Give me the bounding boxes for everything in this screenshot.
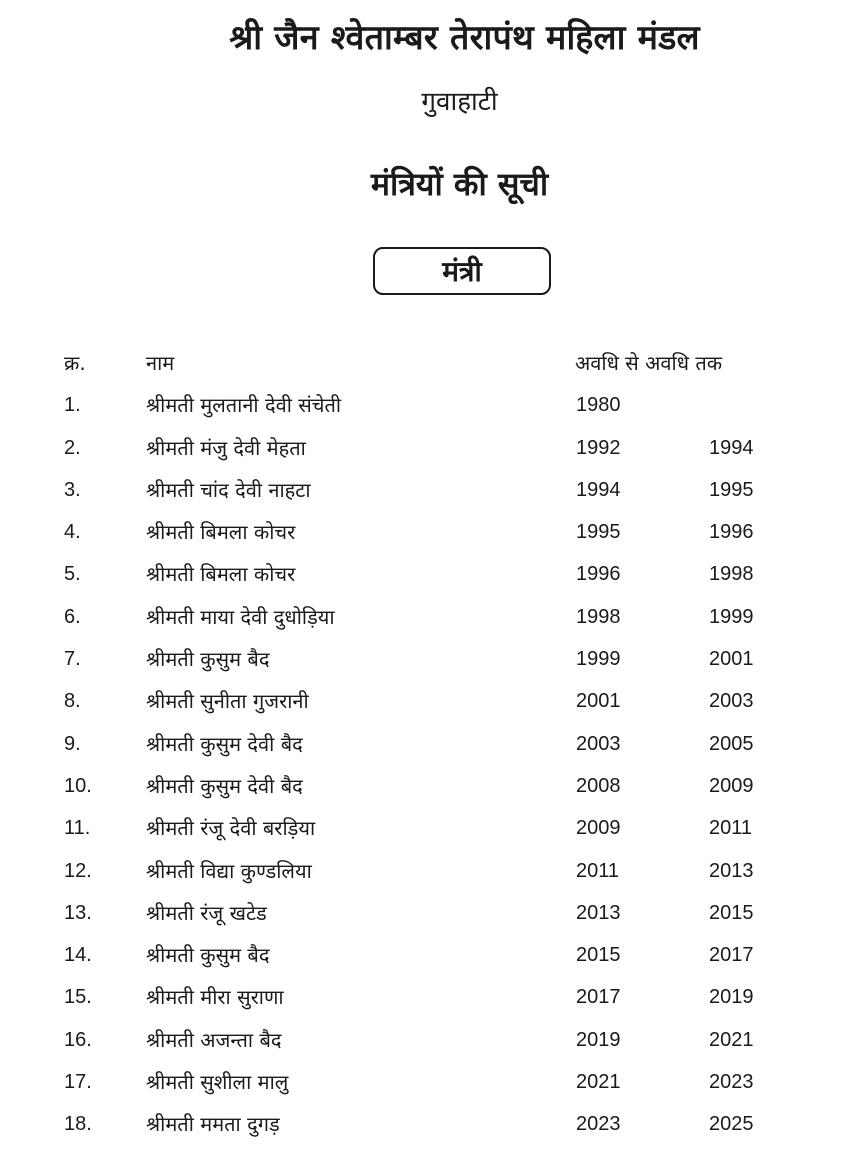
document-title: श्री जैन श्वेताम्बर तेरापंथ महिला मंडल — [229, 18, 700, 58]
period-to: 2015 — [709, 901, 754, 924]
serial-number: 1. — [64, 394, 81, 417]
serial-number: 6. — [64, 605, 81, 628]
table-row — [0, 600, 859, 642]
period-from: 2023 — [576, 1113, 621, 1136]
table-row — [0, 811, 859, 853]
table-row — [0, 896, 859, 938]
header-period: अवधि से अवधि तक — [575, 351, 723, 375]
member-name: श्रीमती कुसुम देवी बैद — [146, 731, 303, 756]
list-title: मंत्रियों की सूची — [370, 165, 549, 203]
table-row — [0, 980, 859, 1022]
serial-number: 3. — [64, 478, 81, 501]
table-row — [0, 684, 859, 726]
serial-number: 7. — [64, 648, 81, 671]
serial-number: 4. — [64, 521, 81, 544]
table-header-row — [0, 346, 859, 388]
period-from: 1999 — [576, 648, 621, 671]
period-from: 1995 — [576, 521, 621, 544]
section-label-box — [373, 247, 551, 295]
member-name: श्रीमती बिमला कोचर — [146, 562, 296, 587]
table-row — [0, 388, 859, 430]
header-name: नाम — [146, 351, 175, 375]
member-name: श्रीमती रंजू खटेड — [146, 900, 267, 925]
period-from: 1992 — [576, 436, 621, 459]
table-row — [0, 938, 859, 980]
period-from: 2019 — [576, 1028, 621, 1051]
member-name: श्रीमती मीरा सुराणा — [146, 985, 284, 1010]
header-serial: क्र. — [64, 351, 86, 375]
section-label: मंत्री — [442, 255, 482, 288]
period-to: 1999 — [709, 605, 754, 628]
period-from: 2017 — [576, 986, 621, 1009]
member-name: श्रीमती कुसुम देवी बैद — [146, 773, 303, 798]
period-to: 2005 — [709, 732, 754, 755]
period-from: 1994 — [576, 478, 621, 501]
serial-number: 2. — [64, 436, 81, 459]
period-to: 2025 — [709, 1113, 754, 1136]
period-to: 2001 — [709, 648, 754, 671]
period-from: 1998 — [576, 605, 621, 628]
member-name: श्रीमती चांद देवी नाहटा — [146, 477, 311, 502]
period-from: 2011 — [576, 859, 620, 882]
period-to: 2011 — [709, 817, 753, 840]
member-name: श्रीमती कुसुम बैद — [146, 647, 270, 672]
period-to: 2017 — [709, 944, 754, 967]
period-to: 1995 — [709, 478, 754, 501]
period-to: 2009 — [709, 774, 754, 797]
period-to: 2019 — [709, 986, 754, 1009]
period-from: 2009 — [576, 817, 621, 840]
period-to: 1996 — [709, 521, 754, 544]
member-name: श्रीमती सुशीला मालु — [146, 1070, 289, 1095]
serial-number: 10. — [64, 774, 92, 797]
period-from: 2001 — [576, 690, 621, 713]
period-to: 2023 — [709, 1071, 754, 1094]
member-name: श्रीमती सुनीता गुजरानी — [146, 689, 309, 714]
period-from: 2008 — [576, 774, 621, 797]
member-name: श्रीमती बिमला कोचर — [146, 520, 296, 545]
table-row — [0, 769, 859, 811]
table-row — [0, 1065, 859, 1107]
period-from: 2013 — [576, 901, 621, 924]
member-name: श्रीमती विद्या कुण्डलिया — [146, 858, 312, 883]
period-to: 2003 — [709, 690, 754, 713]
period-to: 1994 — [709, 436, 754, 459]
serial-number: 15. — [64, 986, 92, 1009]
table-row — [0, 1107, 859, 1149]
period-to: 2013 — [709, 859, 754, 882]
secretaries-table — [0, 346, 859, 1150]
table-row — [0, 854, 859, 896]
member-name: श्रीमती कुसुम बैद — [146, 943, 270, 968]
serial-number: 5. — [64, 563, 81, 586]
table-row — [0, 431, 859, 473]
serial-number: 18. — [64, 1113, 92, 1136]
period-from: 2003 — [576, 732, 621, 755]
period-to: 1998 — [709, 563, 754, 586]
serial-number: 13. — [64, 901, 92, 924]
member-name: श्रीमती अजन्ता बैद — [146, 1027, 282, 1052]
period-from: 1980 — [576, 394, 621, 417]
serial-number: 16. — [64, 1028, 92, 1051]
serial-number: 8. — [64, 690, 81, 713]
serial-number: 14. — [64, 944, 92, 967]
member-name: श्रीमती ममता दुगड़ — [146, 1112, 280, 1137]
member-name: श्रीमती माया देवी दुधोड़िया — [146, 604, 335, 629]
table-row — [0, 473, 859, 515]
period-to: 2021 — [709, 1028, 754, 1051]
serial-number: 9. — [64, 732, 81, 755]
city-subtitle: गुवाहाटी — [421, 87, 498, 117]
member-name: श्रीमती रंजू देवी बरड़िया — [146, 816, 316, 841]
table-row — [0, 515, 859, 557]
table-row — [0, 557, 859, 599]
period-from: 2021 — [576, 1071, 621, 1094]
member-name: श्रीमती मंजु देवी मेहता — [146, 435, 306, 460]
serial-number: 17. — [64, 1071, 92, 1094]
member-name: श्रीमती मुलतानी देवी संचेती — [146, 393, 342, 418]
table-row — [0, 1023, 859, 1065]
table-row — [0, 642, 859, 684]
serial-number: 12. — [64, 859, 92, 882]
table-row — [0, 727, 859, 769]
period-from: 1996 — [576, 563, 621, 586]
period-from: 2015 — [576, 944, 621, 967]
serial-number: 11. — [64, 817, 91, 840]
